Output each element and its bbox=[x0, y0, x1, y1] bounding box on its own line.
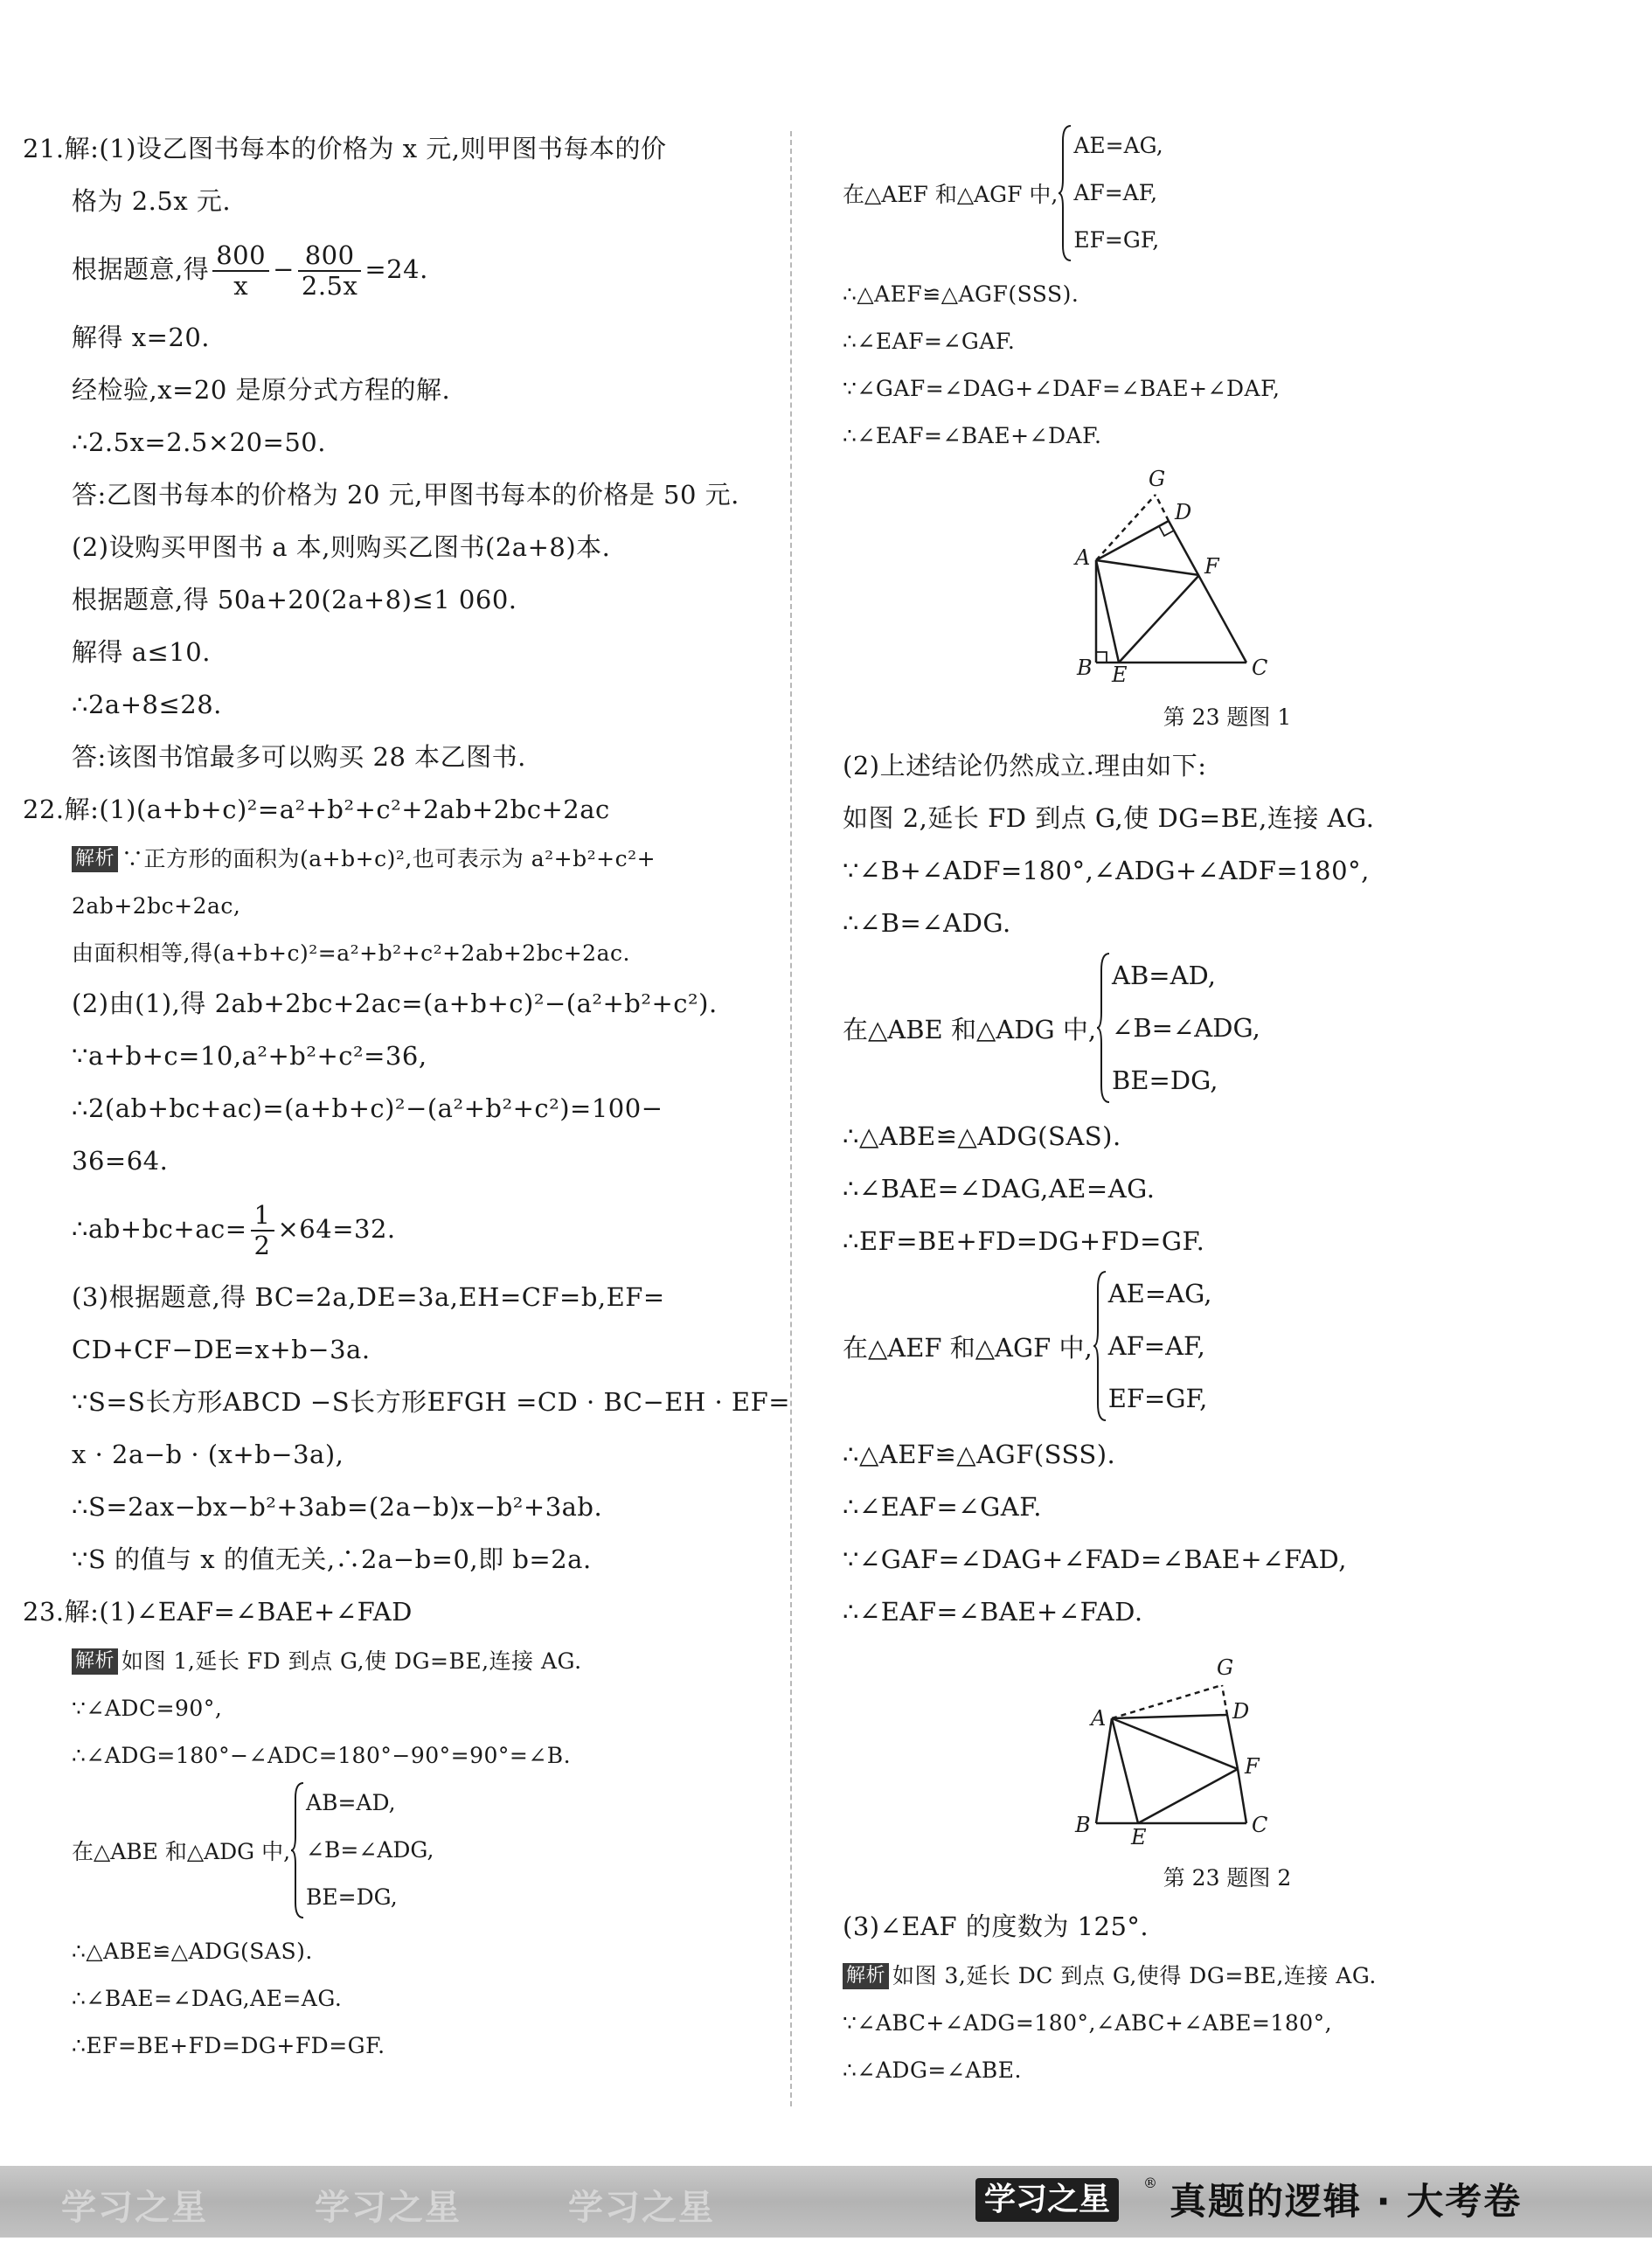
q22-line-12: ∵S=S长方形ABCD −S长方形EFGH =CD · BC−EH · EF= bbox=[72, 1387, 790, 1417]
footer-watermark: 学习之星 bbox=[315, 2188, 462, 2228]
q21-f2-num: 800 bbox=[298, 241, 361, 272]
right-top-congruence-system bbox=[843, 122, 1612, 271]
part2-sas-system bbox=[843, 949, 1612, 1110]
q22-l9-suffix: ×64=32. bbox=[277, 1214, 396, 1244]
fig1-right-angle-B bbox=[1096, 652, 1107, 663]
system-row: EF=GF, bbox=[1107, 1384, 1208, 1413]
q23-line-4: ∴∠ADG=180°−∠ADC=180°−90°=90°=∠B. bbox=[72, 1743, 572, 1768]
system-lead: 在△ABE 和△ADG 中, bbox=[843, 1014, 1097, 1044]
figure-2 bbox=[843, 1638, 1612, 1856]
system-rows bbox=[1073, 122, 1163, 264]
system-lead: 在△AEF 和△AGF 中, bbox=[843, 182, 1059, 207]
q23-line-5: ∴△ABE≌△ADG(SAS). bbox=[72, 1939, 313, 1964]
q21-line-11: ∴2a+8≤28. bbox=[72, 690, 222, 719]
q22-line-9 bbox=[23, 1187, 783, 1271]
fig1-label-C: C bbox=[1252, 656, 1268, 680]
fig2-line-AB bbox=[1096, 1718, 1112, 1823]
q22-line-7: ∴2(ab+bc+ac)=(a+b+c)²−(a²+b²+c²)=100− bbox=[72, 1093, 663, 1123]
fig2-label-G: G bbox=[1217, 1655, 1234, 1680]
fig2-line-AE bbox=[1112, 1718, 1138, 1823]
q21-line-1: 21.解:(1)设乙图书每本的价格为 x 元,则甲图书每本的价 bbox=[23, 134, 667, 163]
q22-l9-prefix: ∴ab+bc+ac= bbox=[72, 1214, 247, 1244]
q22-line-14: ∴S=2ax−bx−b²+3ab=(2a−b)x−b²+3ab. bbox=[72, 1492, 603, 1522]
q22-half-fraction bbox=[251, 1201, 274, 1261]
figure-2-caption: 第 23 题图 2 bbox=[1163, 1865, 1292, 1891]
fig2-line-AF bbox=[1112, 1718, 1238, 1769]
q22-line-5: (2)由(1),得 2ab+2bc+2ac=(a+b+c)²−(a²+b²+c²). bbox=[72, 989, 718, 1018]
registered-mark: ® bbox=[1143, 2175, 1157, 2191]
analysis-tag: 解析 bbox=[72, 1648, 118, 1675]
q22-line-15: ∵S 的值与 x 的值无关,∴2a−b=0,即 b=2a. bbox=[72, 1544, 592, 1574]
brace-icon bbox=[1096, 951, 1112, 1105]
q21-line-5: 经检验,x=20 是原分式方程的解. bbox=[72, 375, 451, 405]
q21-eq-suffix: =24. bbox=[364, 254, 428, 284]
right-top-line-2: ∴∠EAF=∠GAF. bbox=[843, 329, 1016, 354]
system-row: AF=AF, bbox=[1073, 180, 1158, 205]
part2-line-4: ∴∠B=∠ADG. bbox=[843, 908, 1011, 938]
q22-f3-num: 1 bbox=[251, 1201, 274, 1232]
part3-line-1: (3)∠EAF 的度数为 125°. bbox=[843, 1912, 1149, 1941]
right-column bbox=[843, 122, 1612, 2094]
fig2-label-C: C bbox=[1252, 1813, 1268, 1837]
part2-line-10: ∵∠GAF=∠DAG+∠FAD=∠BAE+∠FAD, bbox=[843, 1544, 1347, 1574]
q23-analysis bbox=[23, 1638, 783, 1685]
q22-line-3: 2ab+2bc+2ac, bbox=[72, 893, 241, 919]
fig2-line-AD bbox=[1112, 1715, 1227, 1718]
q22-line-6: ∵a+b+c=10,a²+b²+c²=36, bbox=[72, 1041, 427, 1071]
q23-line-1: 23.解:(1)∠EAF=∠BAE+∠FAD bbox=[23, 1597, 413, 1627]
left-column bbox=[23, 122, 790, 2070]
q22-line-10: (3)根据题意,得 BC=2a,DE=3a,EH=CF=b,EF= bbox=[72, 1282, 665, 1312]
footer-slogan: 真题的逻辑 · 大考卷 bbox=[1170, 2180, 1523, 2223]
fig1-label-G: G bbox=[1149, 467, 1166, 491]
q21-f1-den: x bbox=[233, 271, 249, 301]
analysis-tag: 解析 bbox=[843, 1963, 889, 1989]
system-row: EF=GF, bbox=[1073, 227, 1160, 253]
brace-icon bbox=[290, 1780, 306, 1920]
footer-watermark: 学习之星 bbox=[568, 2188, 715, 2228]
part2-line-7: ∴EF=BE+FD=DG+FD=GF. bbox=[843, 1226, 1205, 1256]
brace-icon bbox=[1093, 1269, 1108, 1423]
fig1-line-AF bbox=[1096, 560, 1199, 575]
q23-system-lead: 在△ABE 和△ADG 中, bbox=[72, 1839, 291, 1864]
right-top-line-4: ∴∠EAF=∠BAE+∠DAF. bbox=[843, 423, 1102, 448]
right-top-line-1: ∴△AEF≌△AGF(SSS). bbox=[843, 281, 1079, 307]
part2-line-5: ∴△ABE≌△ADG(SAS). bbox=[843, 1121, 1121, 1151]
q22-line-13: x · 2a−b · (x+b−3a), bbox=[72, 1440, 344, 1469]
part2-line-9: ∴∠EAF=∠GAF. bbox=[843, 1492, 1043, 1522]
part3-analysis bbox=[843, 1953, 1612, 2000]
fig1-label-A: A bbox=[1075, 545, 1091, 570]
system-lead: 在△AEF 和△AGF 中, bbox=[843, 1332, 1093, 1363]
fig2-label-F: F bbox=[1245, 1754, 1260, 1779]
q21-line-12: 答:该图书馆最多可以购买 28 本乙图书. bbox=[72, 742, 526, 772]
fig1-line-AD bbox=[1096, 521, 1169, 560]
q23-congruence-system bbox=[23, 1780, 783, 1928]
q21-line-7: 答:乙图书每本的价格为 20 元,甲图书每本的价格是 50 元. bbox=[72, 480, 739, 510]
fig1-line-EF bbox=[1119, 575, 1199, 663]
q23-line-3: ∵∠ADC=90°, bbox=[72, 1696, 223, 1721]
fig2-line-EF bbox=[1138, 1769, 1238, 1823]
brand-logo: 学习之星 bbox=[975, 2178, 1119, 2222]
q21-line-9: 根据题意,得 50a+20(2a+8)≤1 060. bbox=[72, 585, 517, 614]
system-row: AE=AG, bbox=[1073, 133, 1163, 158]
footer-banner bbox=[0, 2166, 1652, 2238]
q22-analysis-1 bbox=[23, 836, 783, 883]
part2-line-6: ∴∠BAE=∠DAG,AE=AG. bbox=[843, 1174, 1156, 1204]
fig1-label-E: E bbox=[1112, 663, 1128, 687]
system-rows bbox=[1112, 949, 1260, 1107]
q21-fraction-2 bbox=[298, 241, 361, 302]
part3-line-4: ∴∠ADG=∠ABE. bbox=[843, 2057, 1022, 2083]
figure-1 bbox=[843, 460, 1612, 696]
part2-line-3: ∵∠B+∠ADF=180°,∠ADG+∠ADF=180°, bbox=[843, 856, 1370, 885]
figure-2-diagram bbox=[843, 1638, 1612, 1856]
part3-line-3: ∵∠ABC+∠ADG=180°,∠ABC+∠ABE=180°, bbox=[843, 2010, 1333, 2036]
fig2-line-DG bbox=[1222, 1685, 1227, 1715]
q21-eq-prefix: 根据题意,得 bbox=[72, 254, 210, 284]
q21-fraction-1 bbox=[212, 241, 269, 302]
q22-line-8: 36=64. bbox=[72, 1146, 169, 1176]
q23-line-6: ∴∠BAE=∠DAG,AE=AG. bbox=[72, 1986, 343, 2011]
system-row: ∠B=∠ADG, bbox=[1112, 1013, 1260, 1043]
brace-icon bbox=[1058, 123, 1073, 263]
q21-line-6: ∴2.5x=2.5×20=50. bbox=[72, 427, 326, 457]
fig2-label-A: A bbox=[1091, 1706, 1107, 1731]
part2-line-1: (2)上述结论仍然成立.理由如下: bbox=[843, 751, 1207, 781]
fig1-line-DG bbox=[1156, 495, 1169, 521]
system-row: BE=DG, bbox=[1112, 1065, 1218, 1095]
fig2-line-AG bbox=[1112, 1685, 1222, 1718]
part2-line-8: ∴△AEF≌△AGF(SSS). bbox=[843, 1440, 1116, 1469]
right-top-line-3: ∵∠GAF=∠DAG+∠DAF=∠BAE+∠DAF, bbox=[843, 376, 1281, 401]
analysis-tag: 解析 bbox=[72, 846, 118, 872]
q23-system-rows bbox=[306, 1780, 434, 1921]
q21-f2-den: 2.5x bbox=[301, 271, 358, 301]
q21-f1-num: 800 bbox=[212, 241, 269, 272]
system-rows bbox=[1108, 1267, 1212, 1425]
q22-analysis-text: ∵正方形的面积为(a+b+c)²,也可表示为 a²+b²+c²+ bbox=[121, 846, 656, 871]
q22-line-1: 22.解:(1)(a+b+c)²=a²+b²+c²+2ab+2bc+2ac bbox=[23, 794, 610, 824]
fig1-line-AG bbox=[1096, 495, 1156, 560]
q23-analysis-text: 如图 1,延长 FD 到点 G,使 DG=BE,连接 AG. bbox=[121, 1648, 582, 1674]
column-divider bbox=[790, 131, 792, 2106]
system-row: AF=AF, bbox=[1107, 1331, 1205, 1361]
system-row: AB=AD, bbox=[306, 1790, 396, 1815]
system-row: ∠B=∠ADG, bbox=[306, 1837, 434, 1863]
q21-equation bbox=[23, 227, 783, 311]
fig1-label-D: D bbox=[1175, 500, 1192, 524]
fig2-label-E: E bbox=[1131, 1825, 1147, 1849]
part2-line-11: ∴∠EAF=∠BAE+∠FAD. bbox=[843, 1597, 1143, 1627]
figure-1-diagram bbox=[843, 460, 1612, 696]
figure-1-caption: 第 23 题图 1 bbox=[1163, 704, 1292, 730]
system-row: BE=DG, bbox=[306, 1884, 398, 1910]
q22-f3-den: 2 bbox=[253, 1231, 271, 1260]
footer-watermark: 学习之星 bbox=[61, 2188, 208, 2228]
q22-line-4: 由面积相等,得(a+b+c)²=a²+b²+c²+2ab+2bc+2ac. bbox=[72, 940, 630, 966]
q22-line-11: CD+CF−DE=x+b−3a. bbox=[72, 1335, 371, 1364]
q21-minus: − bbox=[273, 254, 295, 284]
fig1-label-F: F bbox=[1204, 554, 1219, 579]
fig2-label-B: B bbox=[1075, 1813, 1091, 1837]
q23-line-7: ∴EF=BE+FD=DG+FD=GF. bbox=[72, 2033, 385, 2058]
part2-sss-system bbox=[843, 1267, 1612, 1428]
q21-line-8: (2)设购买甲图书 a 本,则购买乙图书(2a+8)本. bbox=[72, 532, 611, 562]
fig1-line-CD bbox=[1169, 521, 1246, 663]
q21-line-2: 格为 2.5x 元. bbox=[72, 186, 232, 216]
system-row: AB=AD, bbox=[1112, 961, 1216, 990]
q21-line-10: 解得 a≤10. bbox=[72, 637, 211, 667]
fig1-label-B: B bbox=[1077, 656, 1093, 680]
q21-line-4: 解得 x=20. bbox=[72, 323, 210, 352]
fig2-label-D: D bbox=[1232, 1699, 1250, 1724]
system-row: AE=AG, bbox=[1107, 1279, 1212, 1308]
part2-line-2: 如图 2,延长 FD 到点 G,使 DG=BE,连接 AG. bbox=[843, 803, 1375, 833]
part3-analysis-text: 如图 3,延长 DC 到点 G,使得 DG=BE,连接 AG. bbox=[892, 1963, 1377, 1988]
fig1-line-AE bbox=[1096, 560, 1119, 663]
